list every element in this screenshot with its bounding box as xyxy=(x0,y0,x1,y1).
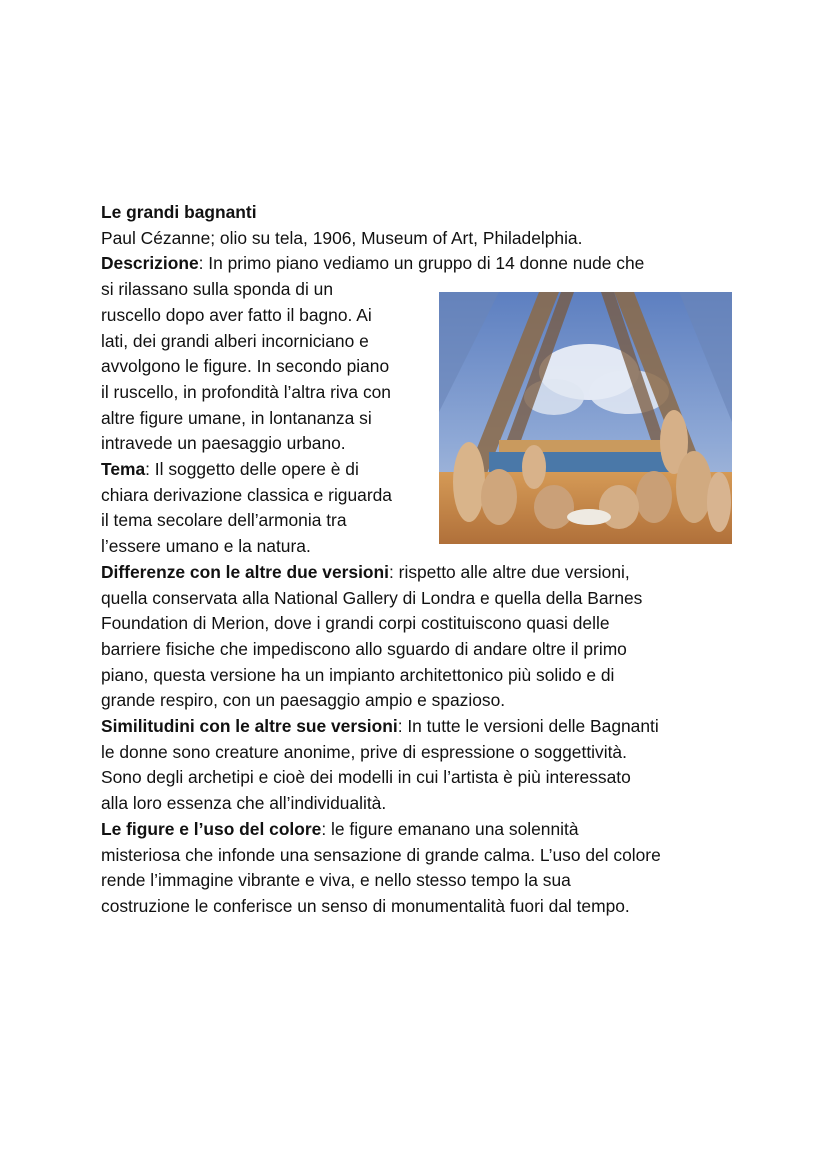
descrizione-line: il ruscello, in profondità l’altra riva con xyxy=(101,381,391,402)
similitudini-label: Similitudini con le altre sue versioni xyxy=(101,716,398,737)
differenze-line: quella conservata alla National Gallery di Londra e quella della Barnes xyxy=(101,587,643,608)
figure xyxy=(534,485,574,529)
tema-line: chiara derivazione classica e riguarda xyxy=(101,484,392,505)
differenze-line: Differenze con le altre due versioni: rispetto alle altre due versioni, xyxy=(101,561,630,582)
differenze-line: grande respiro, con un paesaggio ampio e spazioso. xyxy=(101,690,506,711)
tema-line: Tema: Il soggetto delle opere è di xyxy=(101,459,359,480)
painting-image xyxy=(439,292,732,544)
descrizione-label: Descrizione xyxy=(101,253,199,274)
descrizione-line: avvolgono le figure. In secondo piano xyxy=(101,356,390,377)
similitudini-line: le donne sono creature anonime, prive di espressione o soggettività. xyxy=(101,741,627,762)
tema-line: l’essere umano e la natura. xyxy=(101,536,311,557)
figure-colore-label: Le figure e l’uso del colore xyxy=(101,818,322,839)
figure xyxy=(453,442,485,522)
descrizione-line: Descrizione: In primo piano vediamo un gruppo di 14 donne nude che xyxy=(101,253,645,274)
similitudini-line: alla loro essenza che all’individualità. xyxy=(101,793,387,814)
differenze-line: piano, questa versione ha un impianto architettonico più solido e di xyxy=(101,664,615,685)
figure-colore-line: costruzione le conferisce un senso di monumentalità fuori dal tempo. xyxy=(101,895,630,916)
descrizione-line: lati, dei grandi alberi incorniciano e xyxy=(101,330,369,351)
differenze-line: barriere fisiche che impediscono allo sguardo di andare oltre il primo xyxy=(101,638,627,659)
figure-colore-line: Le figure e l’uso del colore: le figure emanano una solennità xyxy=(101,818,579,839)
descrizione-line: intravede un paesaggio urbano. xyxy=(101,433,346,454)
figure xyxy=(522,445,546,489)
descrizione-line: altre figure umane, in lontananza si xyxy=(101,407,372,428)
similitudini-line: Similitudini con le altre sue versioni: In tutte le versioni delle Bagnanti xyxy=(101,716,659,737)
document-page xyxy=(101,200,741,920)
tema-line: il tema secolare dell’armonia tra xyxy=(101,510,347,531)
bathers-painting xyxy=(439,292,732,544)
figure-colore-line: misteriosa che infonde una sensazione di grande calma. L’uso del colore xyxy=(101,844,661,865)
figure xyxy=(707,472,731,532)
artwork-title: Le grandi bagnanti xyxy=(101,202,257,222)
figure-colore-line: rende l’immagine vibrante e viva, e nello stesso tempo la sua xyxy=(101,870,571,891)
descrizione-line: si rilassano sulla sponda di un xyxy=(101,279,334,300)
cloth xyxy=(567,509,611,525)
far-bank xyxy=(499,440,674,454)
descrizione-line: ruscello dopo aver fatto il bagno. Ai xyxy=(101,304,372,325)
differenze-line: Foundation di Merion, dove i grandi corpi costituiscono quasi delle xyxy=(101,613,610,634)
figure xyxy=(676,451,712,523)
differenze-label: Differenze con le altre due versioni xyxy=(101,561,389,582)
river xyxy=(489,452,684,474)
artwork-credits: Paul Cézanne; olio su tela, 1906, Museum of Art, Philadelphia. xyxy=(101,227,583,248)
similitudini-line: Sono degli archetipi e cioè dei modelli in cui l’artista è più interessato xyxy=(101,767,631,788)
figure xyxy=(636,471,672,523)
figure xyxy=(481,469,517,525)
tema-label: Tema xyxy=(101,459,146,480)
